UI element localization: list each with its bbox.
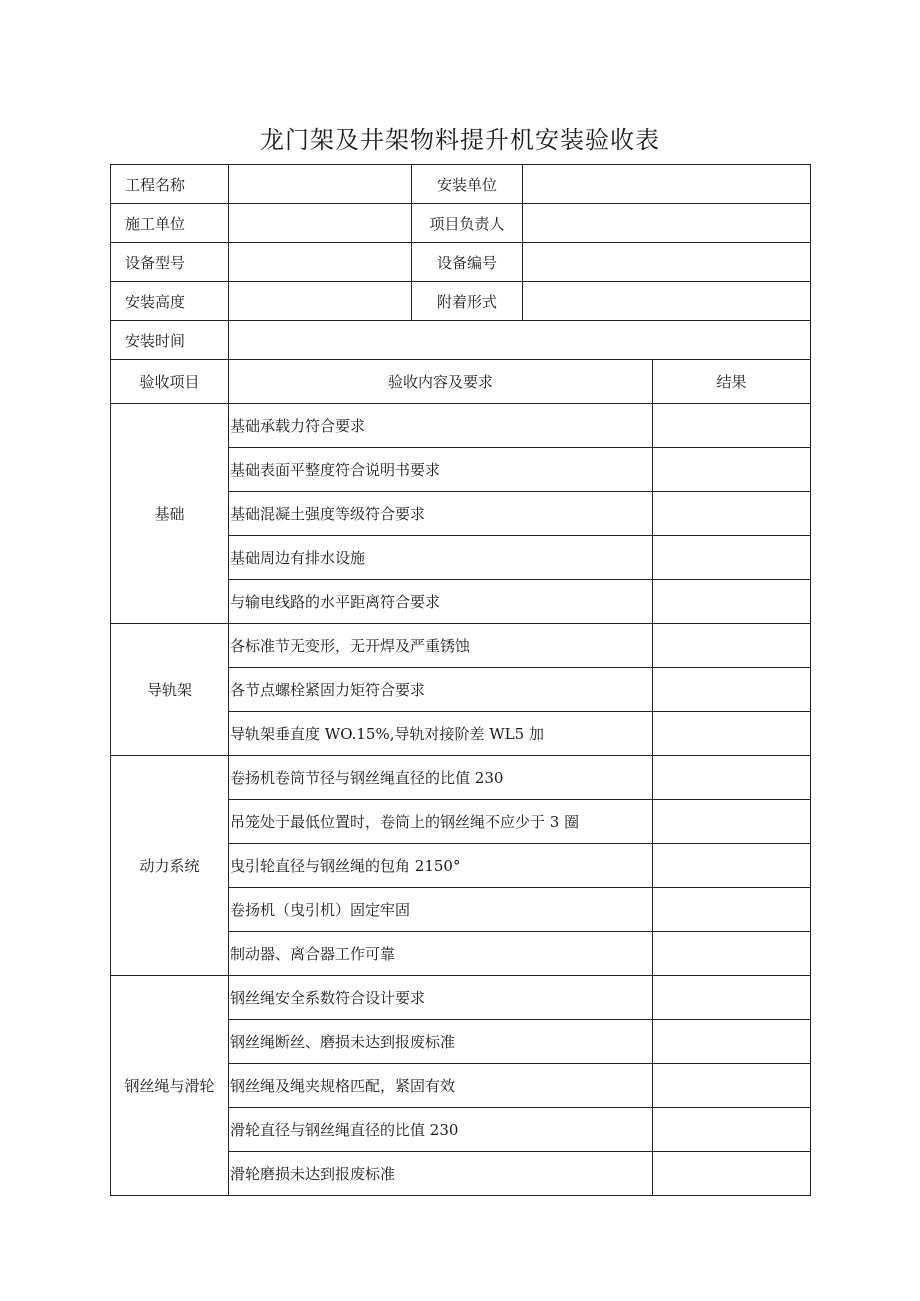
result-cell[interactable]	[653, 844, 811, 888]
requirement-text: 基础承载力符合要求	[229, 404, 653, 448]
info-row-time	[111, 321, 811, 360]
info-row-construction	[111, 204, 811, 243]
requirement-text: 曳引轮直径与钢丝绳的包角 2150°	[229, 844, 653, 888]
result-cell[interactable]	[653, 1108, 811, 1152]
result-cell[interactable]	[653, 932, 811, 976]
section-name: 钢丝绳与滑轮	[111, 976, 229, 1196]
requirement-text: 钢丝绳断丝、磨损未达到报废标准	[229, 1020, 653, 1064]
section-name: 导轨架	[111, 624, 229, 756]
install-unit-label: 安装单位	[412, 165, 523, 204]
result-cell[interactable]	[653, 712, 811, 756]
project-manager-label: 项目负责人	[412, 204, 523, 243]
attachment-form-field[interactable]	[523, 282, 811, 321]
info-row-equipment	[111, 243, 811, 282]
result-cell[interactable]	[653, 888, 811, 932]
requirement-text: 滑轮磨损未达到报废标准	[229, 1152, 653, 1196]
equipment-model-label: 设备型号	[111, 243, 229, 282]
table-header-row	[111, 360, 811, 404]
result-cell[interactable]	[653, 1064, 811, 1108]
result-cell[interactable]	[653, 976, 811, 1020]
install-unit-field[interactable]	[523, 165, 811, 204]
section-name: 动力系统	[111, 756, 229, 976]
result-cell[interactable]	[653, 1020, 811, 1064]
requirement-text: 基础混凝土强度等级符合要求	[229, 492, 653, 536]
table-row	[111, 624, 811, 668]
result-cell[interactable]	[653, 580, 811, 624]
result-cell[interactable]	[653, 668, 811, 712]
requirement-text: 钢丝绳安全系数符合设计要求	[229, 976, 653, 1020]
section-name: 基础	[111, 404, 229, 624]
header-item: 验收项目	[111, 360, 229, 404]
requirement-text: 吊笼处于最低位置时，卷筒上的钢丝绳不应少于 3 圈	[229, 800, 653, 844]
document-title: 龙门架及井架物料提升机安装验收表	[260, 126, 660, 154]
requirement-text: 各节点螺栓紧固力矩符合要求	[229, 668, 653, 712]
equipment-number-field[interactable]	[523, 243, 811, 282]
construction-unit-label: 施工单位	[111, 204, 229, 243]
requirement-text: 导轨架垂直度 WO.15%,导轨对接阶差 WL5 加	[229, 712, 653, 756]
table-row	[111, 756, 811, 800]
result-cell[interactable]	[653, 404, 811, 448]
install-height-field[interactable]	[229, 282, 412, 321]
project-name-label: 工程名称	[111, 165, 229, 204]
result-cell[interactable]	[653, 756, 811, 800]
equipment-model-field[interactable]	[229, 243, 412, 282]
requirement-text: 基础周边有排水设施	[229, 536, 653, 580]
result-cell[interactable]	[653, 536, 811, 580]
install-time-label: 安装时间	[111, 321, 229, 360]
project-manager-field[interactable]	[523, 204, 811, 243]
result-cell[interactable]	[653, 448, 811, 492]
acceptance-form	[110, 164, 811, 1196]
table-row	[111, 976, 811, 1020]
install-time-field[interactable]	[229, 321, 811, 360]
install-height-label: 安装高度	[111, 282, 229, 321]
equipment-number-label: 设备编号	[412, 243, 523, 282]
result-cell[interactable]	[653, 624, 811, 668]
requirement-text: 卷扬机（曳引机）固定牢固	[229, 888, 653, 932]
table-row	[111, 404, 811, 448]
result-cell[interactable]	[653, 1152, 811, 1196]
requirement-text: 制动器、离合器工作可靠	[229, 932, 653, 976]
info-row-height	[111, 282, 811, 321]
requirement-text: 基础表面平整度符合说明书要求	[229, 448, 653, 492]
requirement-text: 各标准节无变形，无开焊及严重锈蚀	[229, 624, 653, 668]
requirement-text: 钢丝绳及绳夹规格匹配，紧固有效	[229, 1064, 653, 1108]
result-cell[interactable]	[653, 492, 811, 536]
construction-unit-field[interactable]	[229, 204, 412, 243]
result-cell[interactable]	[653, 800, 811, 844]
info-row-project	[111, 165, 811, 204]
attachment-form-label: 附着形式	[412, 282, 523, 321]
requirement-text: 卷扬机卷筒节径与钢丝绳直径的比值 230	[229, 756, 653, 800]
requirement-text: 滑轮直径与钢丝绳直径的比值 230	[229, 1108, 653, 1152]
header-result: 结果	[653, 360, 811, 404]
requirement-text: 与输电线路的水平距离符合要求	[229, 580, 653, 624]
header-content: 验收内容及要求	[229, 360, 653, 404]
project-name-field[interactable]	[229, 165, 412, 204]
